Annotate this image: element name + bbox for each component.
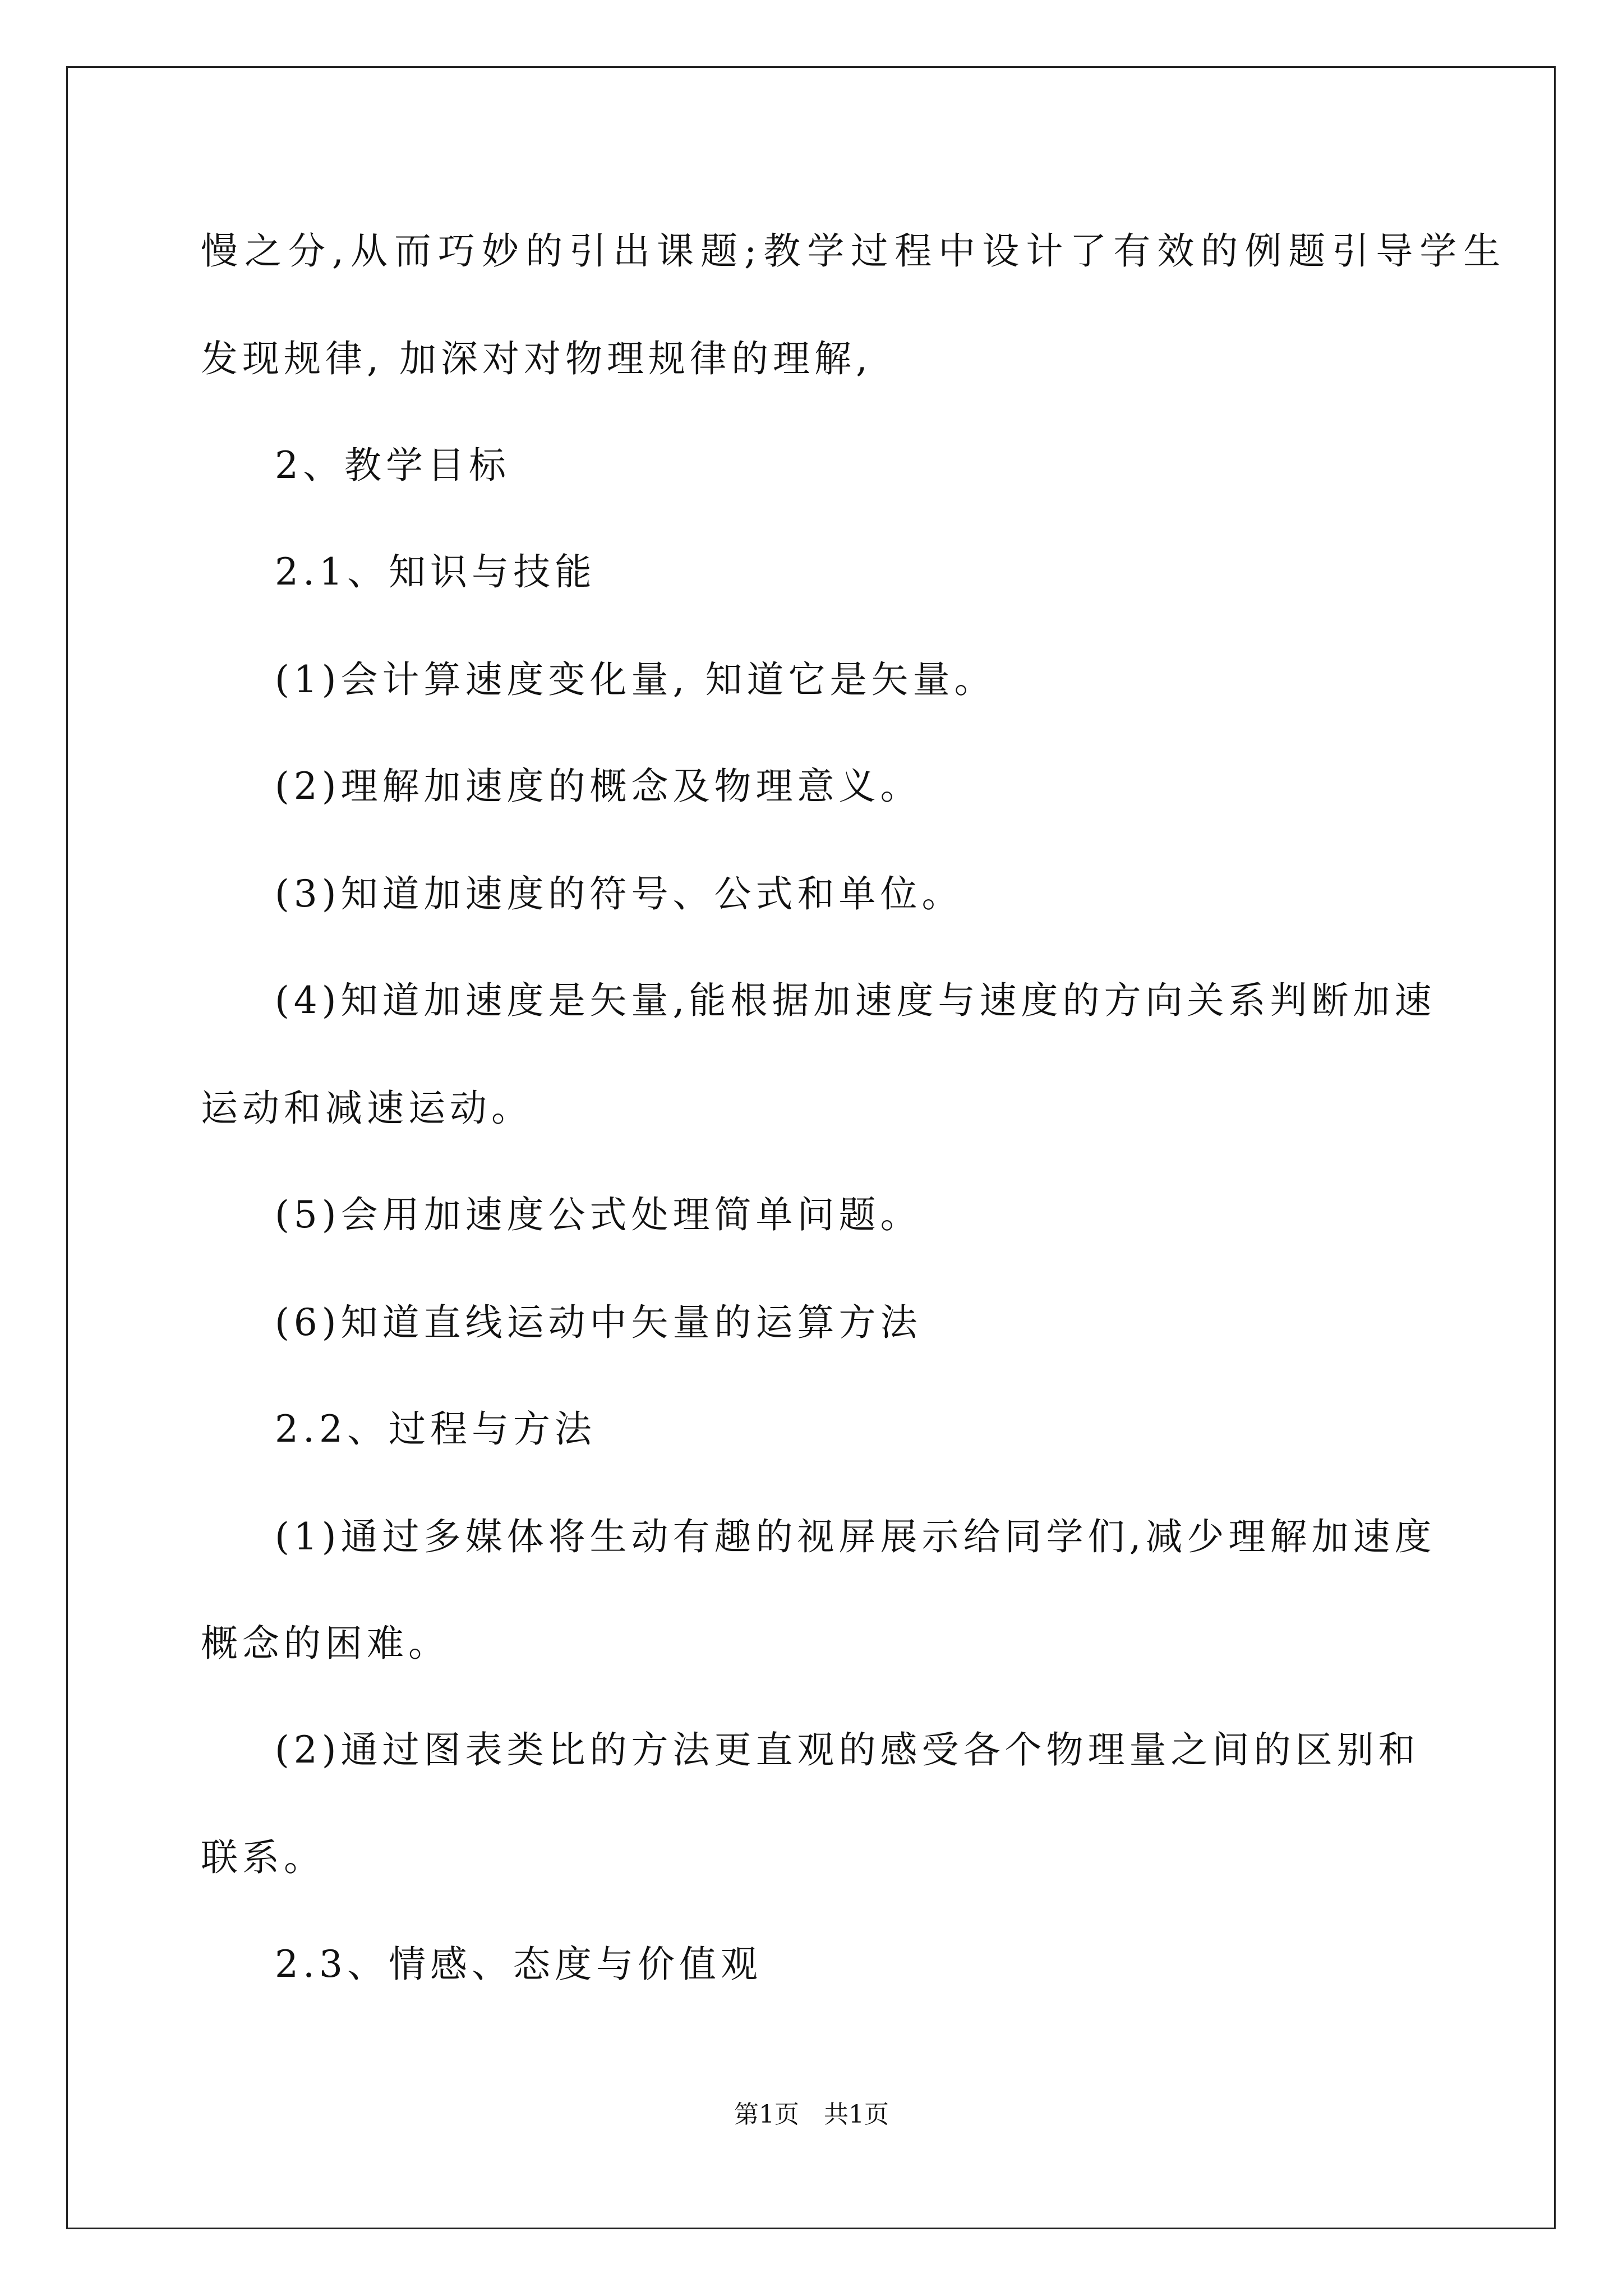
list-item: (5)会用加速度公式处理简单问题。 (275, 1193, 922, 1236)
subsection-heading: 2.3、情感、态度与价值观 (275, 1943, 762, 1986)
list-item: (2)通过图表类比的方法更直观的感受各个物理量之间的区别和 (275, 1728, 1420, 1772)
list-item-continuation: 运动和减速运动。 (201, 1087, 533, 1130)
subsection-heading: 2.2、过程与方法 (275, 1407, 596, 1451)
list-item: (6)知道直线运动中矢量的运算方法 (275, 1301, 922, 1344)
list-item-continuation: 概念的困难。 (201, 1622, 450, 1665)
list-item: (3)知道加速度的符号、公式和单位。 (275, 872, 963, 915)
list-item-continuation: 联系。 (201, 1836, 325, 1879)
subsection-heading: 2.1、知识与技能 (275, 550, 596, 593)
list-item: (1)通过多媒体将生动有趣的视屏展示给同学们,减少理解加速度 (275, 1515, 1436, 1558)
section-heading: 2、教学目标 (275, 444, 510, 487)
list-item: (4)知道加速度是矢量,能根据加速度与速度的方向关系判断加速 (275, 979, 1436, 1022)
body-text-line: 慢之分,从而巧妙的引出课题;教学过程中设计了有效的例题引导学生 (201, 229, 1507, 273)
page-border (66, 66, 1556, 2229)
list-item: (2)理解加速度的概念及物理意义。 (275, 765, 922, 808)
page-number-footer: 第1页 共1页 (734, 2100, 889, 2129)
list-item: (1)会计算速度变化量, 知道它是矢量。 (275, 658, 996, 701)
body-text-line: 发现规律, 加深对对物理规律的理解, (201, 337, 872, 380)
